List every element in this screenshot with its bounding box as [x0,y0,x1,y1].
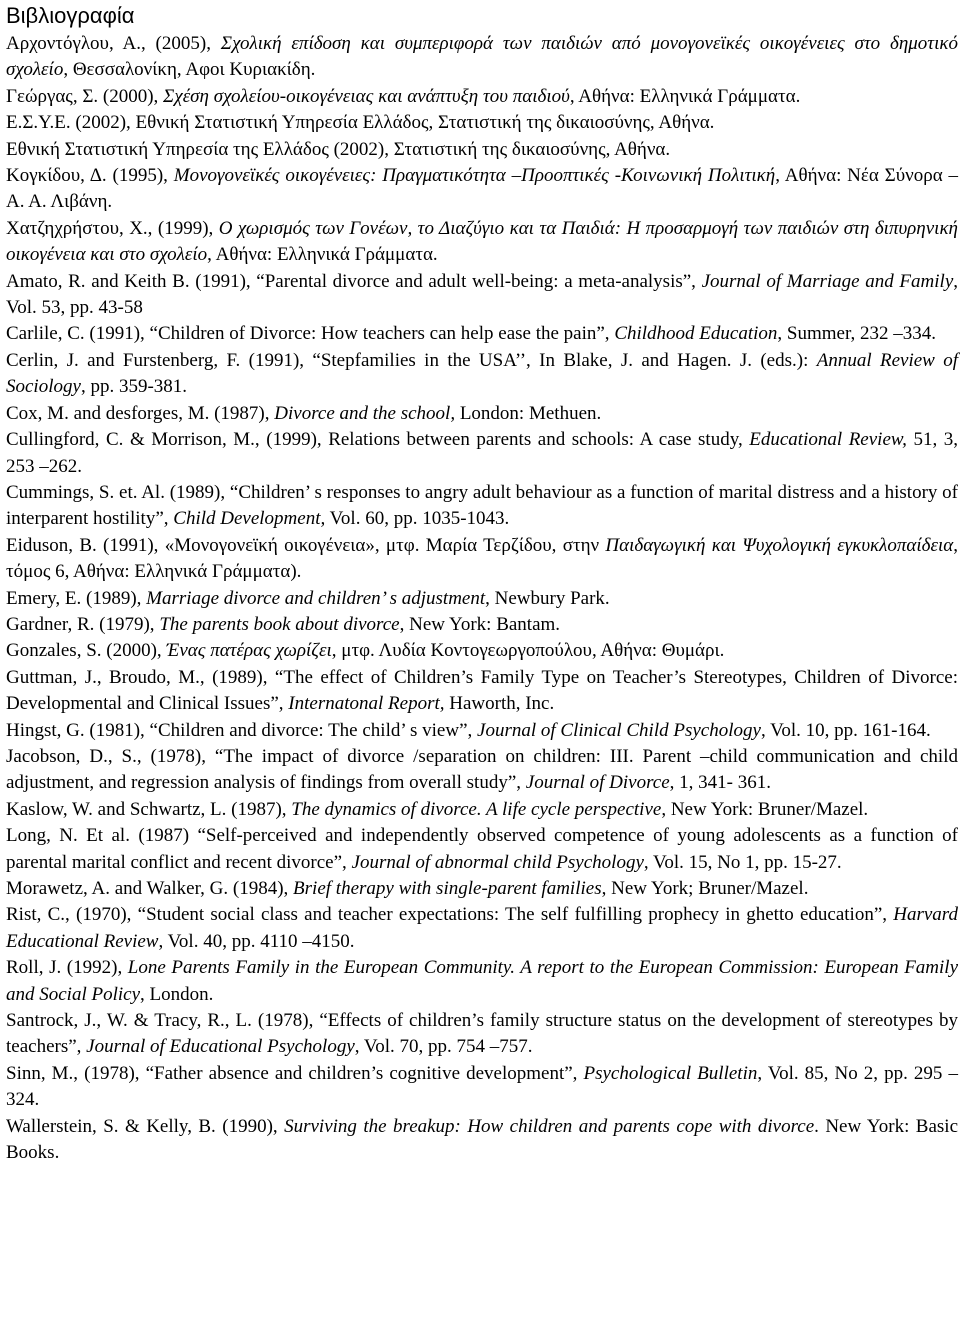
reference-segment: 51, 3, 253 –262. [6,429,958,477]
reference-italic-segment: Divorce and the school, [274,402,456,424]
reference-italic-segment: Lone Parents Family in the European Community. A report to the European Commission: European Family and Social Policy [6,957,959,1005]
reference-segment: Κογκίδου, Δ. (1995), [6,165,174,187]
reference-entry [4,876,958,902]
reference-entry [4,665,958,718]
reference-segment: , μτφ. Λυδία Κοντογεωργοπούλου, Αθήνα: Θυμάρι. [331,640,725,662]
reference-list [4,31,958,1166]
reference-italic-segment: Harvard Educational Review [6,904,958,952]
reference-italic-segment: Brief therapy with single-parent families [293,878,602,899]
reference-italic-segment: The parents book about divorce [159,613,400,635]
reference-segment: , Vol. 53, pp. 43-58 [6,270,959,319]
reference-entry [4,1061,958,1114]
reference-entry [4,480,958,533]
reference-segment: , pp. 359-381. [80,376,188,398]
reference-segment: Roll, J. (1992), [6,957,128,979]
reference-segment: Vol. 60, pp. 1035-1043. [325,508,510,530]
reference-segment: Rist, C., (1970), “Student social class and teacher expectations: The self fulfilling prophecy in ghetto education”, [6,904,894,926]
reference-italic-segment: Παιδαγωγική και Ψυχολογική εγκυκλοπαίδεια [605,534,954,556]
reference-segment: . New York: Basic Books. [6,1115,959,1164]
reference-segment: , τόμος 6, Αθήνα: Ελληνικά Γράμματα). [6,534,958,583]
reference-italic-segment: Σχολική επίδοση και συμπεριφορά των παιδιών από μονογονεϊκές οικογένειες στο δημοτικό σχολείο [6,33,958,81]
reference-entry [4,1008,958,1061]
reference-segment: Γεώργας, Σ. (2000), [6,85,164,107]
reference-segment: Emery, E. (1989), [6,587,147,609]
reference-entry [4,797,958,823]
reference-entry [4,955,958,1008]
reference-segment: Αρχοντόγλου, Α., (2005), [6,33,221,54]
reference-italic-segment: Marriage divorce and children’ s adjustment [146,587,486,609]
reference-segment: , Vol. 40, pp. 4110 –4150. [158,930,355,952]
reference-entry [4,1114,958,1167]
reference-segment: , Vol. 70, pp. 754 –757. [354,1036,533,1058]
reference-entry [4,427,958,480]
reference-entry [4,401,958,427]
reference-segment: Cox, M. and desforges, M. (1987), [6,402,275,424]
reference-segment: , 1, 341- 361. [669,772,771,794]
reference-segment: , London. [140,983,214,1005]
reference-entry [4,638,958,664]
reference-segment: Gonzales, S. (2000), [6,640,167,662]
reference-segment: , Summer, 232 –334. [777,323,937,345]
reference-italic-segment: Childhood Education [614,323,778,345]
reference-segment: , Αθήνα: Ελληνικά Γράμματα. [207,244,438,266]
reference-italic-segment: Ένας πατέρας χωρίζει [166,640,332,662]
reference-italic-segment: Internatonal Report, [288,693,445,715]
reference-entry [4,823,958,876]
reference-segment: Haworth, Inc. [444,693,555,715]
reference-segment: Χατζηχρήστου, Χ., (1999), [6,217,219,239]
reference-segment: Morawetz, A. and Walker, G. (1984), [6,878,294,899]
reference-segment: Santrock, J., W. & Tracy, R., L. (1978), “Effects of children’s family structure status on the development of stereotypes by teachers”, [6,1010,958,1058]
reference-entry [4,612,958,638]
reference-italic-segment: Journal of Educational Psychology [86,1036,355,1058]
reference-segment: Hingst, G. (1981), “Children and divorce: The child’ s view”, [6,719,478,741]
reference-segment: Wallerstein, S. & Kelly, B. (1990), [6,1115,285,1137]
reference-italic-segment: Child Development, [173,508,326,530]
reference-segment: Long, N. Et al. (1987) “Self-perceived and independently observed competence of young adolescents as a function of parental marital conflict and recent divorce”, [6,825,958,873]
reference-segment: Cullingford, C. & Morrison, M., (1999), Relations between parents and schools: A case study, [6,429,750,451]
reference-segment: Guttman, J., Broudo, M., (1989), “The effect of Children’s Family Type on Teacher’s Stereotypes, Children of Divorce: Developmental and Clinical Issues”, [6,666,958,715]
reference-italic-segment: Ο χωρισμός των Γονέων, το Διαζύγιο και τα Παιδιά: Η προσαρμογή των παιδιών στη διπυρηνική οικογένεια και στο σχολείο [6,217,958,266]
reference-italic-segment: Μονογονεϊκές οικογένειες: Πραγματικότητα –Προοπτικές -Κοινωνική Πολιτική [173,165,776,187]
bibliography-page [4,0,958,1166]
reference-segment: , New York: Bantam. [399,613,561,635]
reference-entry [4,744,958,797]
reference-italic-segment: Educational Review, [749,429,907,451]
reference-italic-segment: Psychological Bulletin [583,1062,758,1084]
reference-italic-segment: Journal of Marriage and Family [701,270,954,292]
reference-italic-segment: Annual Review of Sociology [6,349,958,398]
reference-segment: , Θεσσαλονίκη, Αφοι Κυριακίδη. [63,59,316,81]
reference-entry [4,163,958,216]
reference-segment: Eiduson, B. (1991), «Μονογονεϊκή οικογένεια», μτφ. Μαρία Τερζίδου, στην [6,534,606,556]
reference-segment: Gardner, R. (1979), [6,613,160,635]
reference-segment: , Αθήνα: Νέα Σύνορα –Α. Α. Λιβάνη. [6,165,958,213]
reference-entry [4,110,958,136]
reference-italic-segment: Σχέση σχολείου-οικογένειας και ανάπτυξη του παιδιού [163,85,570,107]
reference-italic-segment: Journal of Divorce [525,772,670,794]
reference-segment: London: Methuen. [455,402,602,424]
reference-entry [4,348,958,401]
reference-segment: , New York: Bruner/Mazel. [661,798,869,820]
reference-segment: Sinn, M., (1978), “Father absence and children’s cognitive development”, [6,1062,584,1084]
reference-segment: Amato, R. and Keith B. (1991), “Parental divorce and adult well-being: a meta-analysis”, [6,270,702,292]
page-title: Βιβλιογραφία [6,3,135,28]
reference-segment: Ε.Σ.Υ.Ε. (2002), Εθνική Στατιστική Υπηρεσία Ελλάδος, Στατιστική της δικαιοσύνης, Αθήνα. [6,112,715,134]
reference-italic-segment: Journal of Clinical Child Psychology [477,719,761,741]
reference-entry [4,216,958,269]
reference-entry [4,321,958,347]
reference-entry [4,84,958,110]
reference-segment: , Vol. 15, No 1, pp. 15-27. [643,851,842,873]
reference-segment: Cerlin, J. and Furstenberg, F. (1991), “Stepfamilies in the USA’’, In Blake, J. and Hagen. J. (eds.): [6,349,817,371]
reference-segment: Jacobson, D., S., (1978), “The impact of divorce /separation on children: III. Parent –child communication and child adjustment, and regression analysis of findings from overall study”, [6,745,958,794]
reference-entry [4,269,958,322]
reference-italic-segment: Surviving the breakup: How children and parents cope with divorce [284,1115,815,1137]
reference-entry [4,718,958,744]
reference-entry [4,31,958,84]
reference-segment: Kaslow, W. and Schwartz, L. (1987), [6,798,292,820]
reference-segment: , New York; Bruner/Mazel. [601,878,809,899]
reference-entry [4,586,958,612]
reference-entry [4,137,958,163]
reference-segment: , Vol. 85, No 2, pp. 295 –324. [6,1062,958,1111]
reference-entry [4,902,958,955]
reference-segment: Carlile, C. (1991), “Children of Divorce: How teachers can help ease the pain”, [6,323,615,345]
reference-italic-segment: Journal of abnormal child Psychology [351,851,644,873]
reference-italic-segment: The dynamics of divorce. A life cycle perspective [291,798,662,820]
reference-segment: Cummings, S. et. Al. (1989), “Children’ s responses to angry adult behaviour as a function of marital distress and a history of interparent hostility”, [6,481,958,530]
reference-segment: , Newbury Park. [485,587,610,609]
reference-entry [4,533,958,586]
reference-segment: , Αθήνα: Ελληνικά Γράμματα. [569,85,801,107]
reference-segment: , Vol. 10, pp. 161-164. [760,719,931,741]
reference-segment: Εθνική Στατιστική Υπηρεσία της Ελλάδος (2002), Στατιστική της δικαιοσύνης, Αθήνα. [6,138,671,160]
